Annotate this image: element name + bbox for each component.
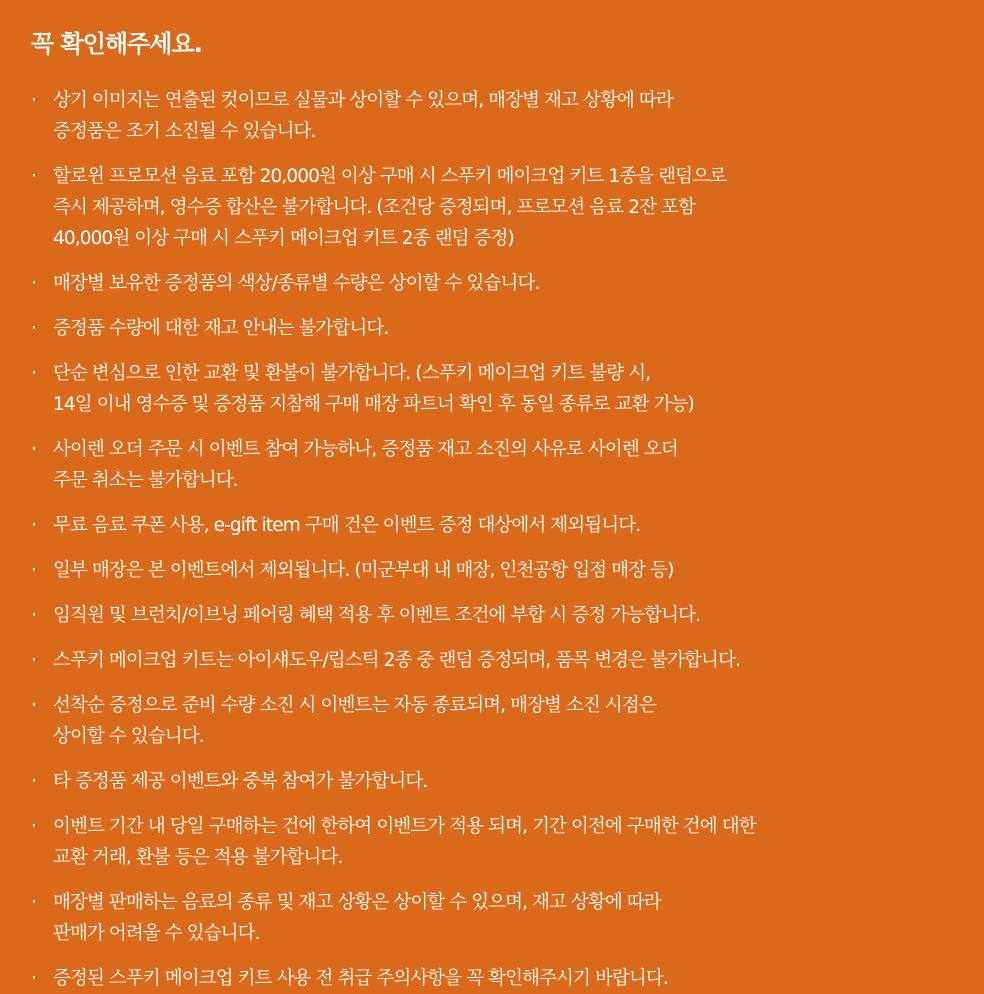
notice-item-line: 상이할 수 있습니다. <box>53 726 204 747</box>
notice-item <box>31 313 944 344</box>
notice-item-line: 선착순 증정으로 준비 수량 소진 시 이벤트는 자동 종료되며, 매장별 소진 시점은 <box>53 695 656 716</box>
notice-list <box>31 85 944 994</box>
notice-item-line: 임직원 및 브런치/이브닝 페어링 혜택 적용 후 이벤트 조건에 부합 시 증정 가능합니다. <box>53 605 701 626</box>
notice-item-line: 교환 거래, 환불 등은 적용 불가합니다. <box>53 847 343 868</box>
notice-item-line: 타 증정품 제공 이벤트와 중복 참여가 불가합니다. <box>53 771 428 792</box>
notice-item-line: 일부 매장은 본 이벤트에서 제외됩니다. (미군부대 내 매장, 인천공항 입점 매장 등) <box>53 560 674 581</box>
bullet-icon: · <box>31 439 36 460</box>
notice-item-line: 증정된 스푸키 메이크업 키트 사용 전 취급 주의사항을 꼭 확인해주시기 바랍니다. <box>53 968 668 989</box>
notice-item-line: 즉시 제공하며, 영수증 합산은 불가합니다. (조건당 증정되며, 프로모션 음료 2잔 포함 <box>53 197 695 218</box>
notice-item-line: 스푸키 메이크업 키트는 아이섀도우/립스틱 2종 중 랜덤 증정되며, 품목 변경은 불가합니다. <box>53 650 740 671</box>
notice-item <box>31 690 944 752</box>
bullet-icon: · <box>31 771 36 792</box>
notice-item <box>31 600 944 631</box>
notice-item-line: 증정품 수량에 대한 재고 안내는 불가합니다. <box>53 318 389 339</box>
notice-item <box>31 358 944 420</box>
notice-item-line: 주문 취소는 불가합니다. <box>53 470 238 491</box>
bullet-icon: · <box>31 515 36 536</box>
notice-item <box>31 85 944 147</box>
bullet-icon: · <box>31 273 36 294</box>
bullet-icon: · <box>31 605 36 626</box>
notice-item <box>31 434 944 496</box>
bullet-icon: · <box>31 363 36 384</box>
bullet-icon: · <box>31 90 36 111</box>
bullet-icon: · <box>31 650 36 671</box>
bullet-icon: · <box>31 816 36 837</box>
notice-item-line: 14일 이내 영수증 및 증정품 지참해 구매 매장 파트너 확인 후 동일 종류로 교환 가능) <box>53 394 694 415</box>
notice-item-line: 판매가 어려울 수 있습니다. <box>53 923 260 944</box>
notice-item <box>31 887 944 949</box>
notice-item <box>31 161 944 254</box>
notice-item-line: 매장별 보유한 증정품의 색상/종류별 수량은 상이할 수 있습니다. <box>53 273 540 294</box>
notice-item <box>31 811 944 873</box>
notice-item-line: 매장별 판매하는 음료의 종류 및 재고 상황은 상이할 수 있으며, 재고 상황에 따라 <box>53 892 661 913</box>
bullet-icon: · <box>31 892 36 913</box>
notice-item-line: 무료 음료 쿠폰 사용, e-gift item 구매 건은 이벤트 증정 대상에서 제외됩니다. <box>53 515 641 536</box>
notice-item-line: 단순 변심으로 인한 교환 및 환불이 불가합니다. (스푸키 메이크업 키트 불량 시, <box>53 363 651 384</box>
notice-item <box>31 645 944 676</box>
notice-item <box>31 555 944 586</box>
notice-item <box>31 510 944 541</box>
notice-item <box>31 268 944 299</box>
notice-item-line: 사이렌 오더 주문 시 이벤트 참여 가능하나, 증정품 재고 소진의 사유로 사이렌 오더 <box>53 439 678 460</box>
bullet-icon: · <box>31 695 36 716</box>
bullet-icon: · <box>31 166 36 187</box>
notice-title: 꼭 확인해주세요. <box>31 30 202 58</box>
notice-item <box>31 766 944 797</box>
bullet-icon: · <box>31 318 36 339</box>
notice-item-line: 이벤트 기간 내 당일 구매하는 건에 한하여 이벤트가 적용 되며, 기간 이전에 구매한 건에 대한 <box>53 816 756 837</box>
bullet-icon: · <box>31 560 36 581</box>
notice-item-line: 40,000원 이상 구매 시 스푸키 메이크업 키트 2종 랜덤 증정) <box>53 228 514 249</box>
notice-item-line: 증정품은 조기 소진될 수 있습니다. <box>53 121 316 142</box>
notice-item-line: 할로윈 프로모션 음료 포함 20,000원 이상 구매 시 스푸키 메이크업 키트 1종을 랜덤으로 <box>53 166 727 187</box>
bullet-icon: · <box>31 968 36 989</box>
notice-item-line: 상기 이미지는 연출된 컷이므로 실물과 상이할 수 있으며, 매장별 재고 상황에 따라 <box>53 90 673 111</box>
notice-item <box>31 963 944 994</box>
